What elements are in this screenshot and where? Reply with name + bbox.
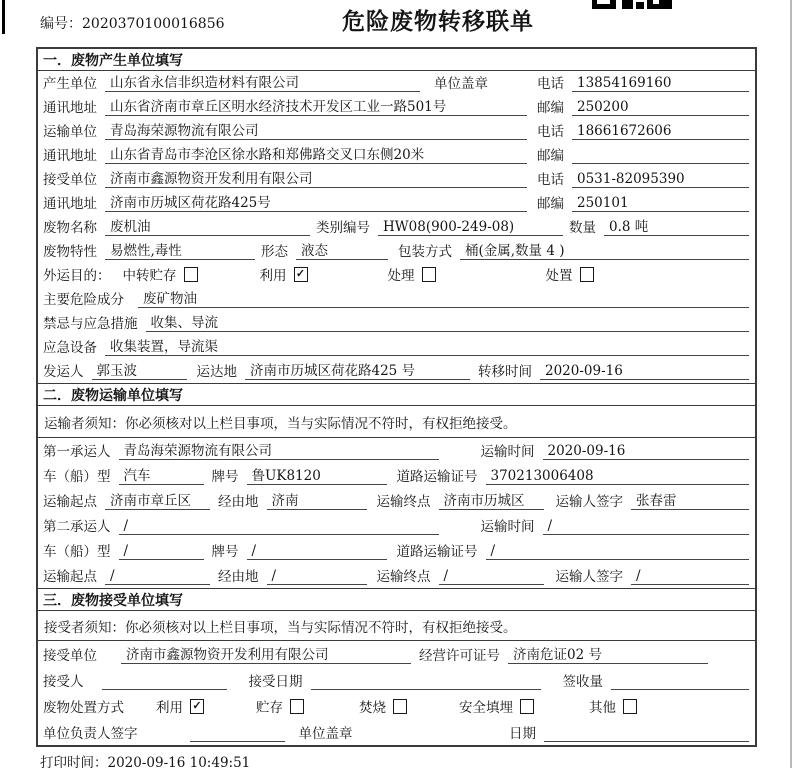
print-time-label: 打印时间：	[40, 755, 108, 768]
road-permit2-value: /	[486, 542, 750, 560]
terminus2-value: /	[439, 567, 544, 585]
dispatcher-value: 郭玉波	[92, 362, 187, 380]
responsible-sign-label: 单位负责人签字	[43, 726, 138, 742]
license-label: 经营许可证号	[419, 648, 500, 664]
origin1-label: 运输起点	[43, 494, 97, 510]
transporter-postcode-label: 邮编	[537, 148, 564, 164]
producer-phone-label: 电话	[537, 76, 564, 92]
transport-time1-value: 2020-09-16	[543, 442, 750, 460]
purpose-option-utilize	[260, 264, 308, 284]
serial-value: 2020370100016856	[82, 16, 225, 32]
origin1-value: 济南市章丘区	[105, 492, 210, 510]
checkbox-icon	[520, 699, 534, 714]
waste-traits-value: 易燃性,毒性	[105, 242, 255, 260]
checkbox-checked-icon: ✓	[294, 267, 308, 282]
carrier1-row	[38, 438, 755, 463]
print-time	[40, 751, 250, 768]
receiver-address-row	[38, 191, 755, 215]
origin2-value: /	[105, 567, 210, 585]
transfer-form-table	[36, 47, 757, 747]
receiver-address-value: 济南市历城区荷花路425号	[105, 194, 527, 212]
disposal-method-label: 废物处置方式	[43, 700, 124, 716]
waste-traits-label: 废物特性	[43, 244, 97, 260]
vehicle-type1-value: 汽车	[119, 467, 204, 485]
transport-time2-value: /	[543, 517, 750, 535]
carrier2-label: 第二承运人	[43, 519, 111, 535]
serial-label: 编号：	[40, 16, 82, 32]
category-code-label: 类别编号	[316, 220, 370, 236]
carrier1-value: 青岛海荣源物流有限公司	[119, 442, 439, 460]
transporter-unit-row	[38, 119, 755, 143]
vehicle1-row	[38, 463, 755, 488]
vehicle-type1-label: 车（船）型	[43, 469, 111, 485]
transport-time1-label: 运输时间	[480, 444, 535, 460]
disposal-method-row	[38, 693, 755, 719]
carrier2-value: /	[119, 517, 439, 535]
license-value: 济南危证02 号	[508, 646, 708, 664]
waste-name-label: 废物名称	[43, 220, 97, 236]
disposal-option-storage	[256, 696, 304, 716]
via1-label: 经由地	[218, 494, 259, 510]
checkbox-label: 处置	[545, 268, 573, 284]
producer-unit-value: 山东省永信非织造材料有限公司	[105, 74, 420, 92]
waste-name-value: 废机油	[105, 218, 310, 236]
route2-row	[38, 563, 755, 588]
emergency-measures-value: 收集、导流	[146, 314, 750, 332]
disposal-option-incinerate	[359, 696, 407, 716]
emergency-measures-row	[38, 311, 755, 335]
terminus1-value: 济南市历城区	[439, 492, 544, 510]
plate2-value: /	[247, 542, 387, 560]
scan-edge-line	[790, 0, 792, 768]
carrier-sign1-value: 张春雷	[631, 492, 749, 510]
waste-traits-row	[38, 239, 755, 263]
print-time-value: 2020-09-16 10:49:51	[107, 755, 251, 768]
receiver-address-label: 通讯地址	[43, 196, 97, 212]
transporter-postcode-value	[572, 146, 749, 164]
receiver-postcode-label: 邮编	[537, 196, 564, 212]
road-permit1-value: 370213006408	[486, 467, 750, 485]
receiver-person-label: 接受人	[43, 674, 84, 690]
road-permit1-label: 道路运输证号	[396, 469, 478, 485]
receive-unit-value: 济南市鑫源物资开发利用有限公司	[121, 646, 411, 664]
transporter-phone-value: 18661672606	[572, 122, 749, 140]
producer-postcode-label: 邮编	[537, 100, 564, 116]
route1-row	[38, 488, 755, 513]
producer-unit-label: 产生单位	[43, 76, 97, 92]
plate1-value: 鲁UK8120	[247, 467, 387, 485]
transporter-phone-label: 电话	[537, 124, 564, 140]
transporter-address-row	[38, 143, 755, 167]
terminus2-label: 运输终点	[376, 569, 431, 585]
disposal-option-other	[589, 696, 637, 716]
transporter-address-label: 通讯地址	[43, 148, 97, 164]
origin2-label: 运输起点	[43, 569, 97, 585]
vehicle2-row	[38, 538, 755, 563]
checkbox-icon	[290, 699, 304, 714]
unit-seal-label: 单位盖章	[434, 76, 488, 92]
received-amount-value	[611, 672, 749, 690]
disposal-option-landfill	[459, 696, 534, 716]
section2-header: 二．废物运输单位填写	[38, 383, 755, 406]
packing-label: 包装方式	[398, 244, 452, 260]
section1-body	[38, 71, 755, 383]
transport-time2-label: 运输时间	[480, 519, 535, 535]
receive-date-value	[311, 672, 541, 690]
producer-address-value: 山东省济南市章丘区明水经济技术开发区工业一路501号	[105, 98, 527, 116]
transporter-address-value: 山东省青岛市李沧区徐水路和郑佛路交叉口东侧20米	[105, 146, 527, 164]
date-value	[544, 724, 749, 742]
checkbox-icon	[623, 699, 637, 714]
receiver-person-row	[38, 667, 755, 693]
producer-postcode-value: 250200	[572, 98, 749, 116]
checkbox-label: 中转贮存	[122, 268, 177, 284]
vehicle-type2-label: 车（船）型	[43, 544, 111, 560]
transporter-unit-value: 青岛海荣源物流有限公司	[105, 122, 527, 140]
emergency-equipment-value: 收集装置，导流渠	[105, 338, 749, 356]
via2-label: 经由地	[218, 569, 259, 585]
purpose-option-treat	[388, 264, 436, 284]
via2-value: /	[267, 567, 367, 585]
checkbox-label: 安全填埋	[459, 700, 513, 716]
emergency-equipment-label: 应急设备	[43, 340, 97, 356]
purpose-option-storage	[123, 264, 198, 284]
transporter-notice: 运输者须知：你必须核对以上栏目事项，当与实际情况不符时，有权拒绝接受。	[38, 406, 755, 438]
signature-row	[38, 719, 755, 745]
waste-name-row	[38, 215, 755, 239]
checkbox-label: 焚烧	[359, 700, 386, 716]
receiver-unit-row	[38, 167, 755, 191]
producer-address-row	[38, 95, 755, 119]
date-label: 日期	[509, 726, 536, 742]
carrier2-row	[38, 513, 755, 538]
emergency-equipment-row	[38, 335, 755, 359]
section1-header: 一．废物产生单位填写	[38, 49, 755, 71]
receiver-person-value	[102, 672, 227, 690]
checkbox-icon	[422, 267, 436, 282]
receiver-notice: 接受者须知：你必须核对以上栏目事项，当与实际情况不符时，有权拒绝接受。	[38, 611, 755, 641]
destination-value: 济南市历城区荷花路425 号	[245, 362, 470, 380]
receive-unit-row	[38, 641, 755, 667]
form-state-value: 液态	[296, 242, 388, 260]
checkbox-label: 贮存	[256, 700, 283, 716]
checkbox-icon	[184, 267, 198, 282]
responsible-sign-value	[190, 724, 285, 742]
hazard-component-label: 主要危险成分	[43, 292, 124, 308]
dispatcher-row	[38, 359, 755, 383]
checkbox-checked-icon: ✓	[190, 699, 204, 714]
checkbox-label: 利用	[259, 268, 287, 284]
checkbox-label: 其他	[589, 700, 616, 716]
section2-body	[38, 438, 755, 588]
transporter-unit-label: 运输单位	[43, 124, 97, 140]
transfer-purpose-row	[38, 263, 755, 287]
receiver-unit-label: 接受单位	[43, 172, 97, 188]
checkbox-icon	[393, 699, 407, 714]
road-permit2-label: 道路运输证号	[396, 544, 478, 560]
vehicle-type2-value: /	[119, 542, 204, 560]
section3-body	[38, 641, 755, 745]
hazard-component-value: 废矿物油	[138, 290, 749, 308]
received-amount-label: 签收量	[562, 674, 603, 690]
receiver-unit-value: 济南市鑫源物资开发利用有限公司	[105, 170, 527, 188]
plate2-label: 牌号	[211, 544, 239, 560]
hazard-component-row	[38, 287, 755, 311]
carrier-sign1-label: 运输人签字	[555, 494, 623, 510]
unit-seal2-label: 单位盖章	[298, 726, 353, 742]
producer-phone-value: 13854169160	[572, 74, 749, 92]
plate1-label: 牌号	[211, 469, 239, 485]
section3-header: 三．废物接受单位填写	[38, 588, 755, 611]
receiver-phone-label: 电话	[537, 172, 564, 188]
transfer-time-value: 2020-09-16	[540, 362, 749, 380]
transfer-time-label: 转移时间	[478, 364, 532, 380]
destination-label: 运达地	[196, 364, 237, 380]
checkbox-label: 处理	[387, 268, 415, 284]
producer-unit-row	[38, 71, 755, 95]
checkbox-icon	[580, 267, 594, 282]
checkbox-label: 利用	[156, 700, 183, 716]
emergency-measures-label: 禁忌与应急措施	[43, 316, 138, 332]
quantity-value: 0.8 吨	[604, 218, 749, 236]
form-state-label: 形态	[261, 244, 288, 260]
receive-date-label: 接受日期	[248, 674, 303, 690]
packing-value: 桶(金属,数量 4 )	[460, 242, 749, 260]
receiver-phone-value: 0531-82095390	[572, 170, 749, 188]
disposal-option-utilize	[156, 696, 204, 716]
carrier1-label: 第一承运人	[43, 444, 111, 460]
carrier-sign2-value: /	[631, 567, 749, 585]
receive-unit-label: 接受单位	[43, 648, 97, 664]
page-title: 危险废物转移联单	[342, 8, 534, 34]
purpose-option-dispose	[546, 264, 594, 284]
terminus1-label: 运输终点	[376, 494, 431, 510]
quantity-label: 数量	[569, 220, 596, 236]
dispatcher-label: 发运人	[43, 364, 84, 380]
carrier-sign2-label: 运输人签字	[555, 569, 623, 585]
category-code-value: HW08(900-249-08)	[378, 218, 563, 236]
transfer-purpose-label: 外运目的：	[43, 268, 111, 284]
via1-value: 济南	[267, 492, 367, 510]
receiver-postcode-value: 250101	[572, 194, 749, 212]
producer-address-label: 通讯地址	[43, 100, 97, 116]
